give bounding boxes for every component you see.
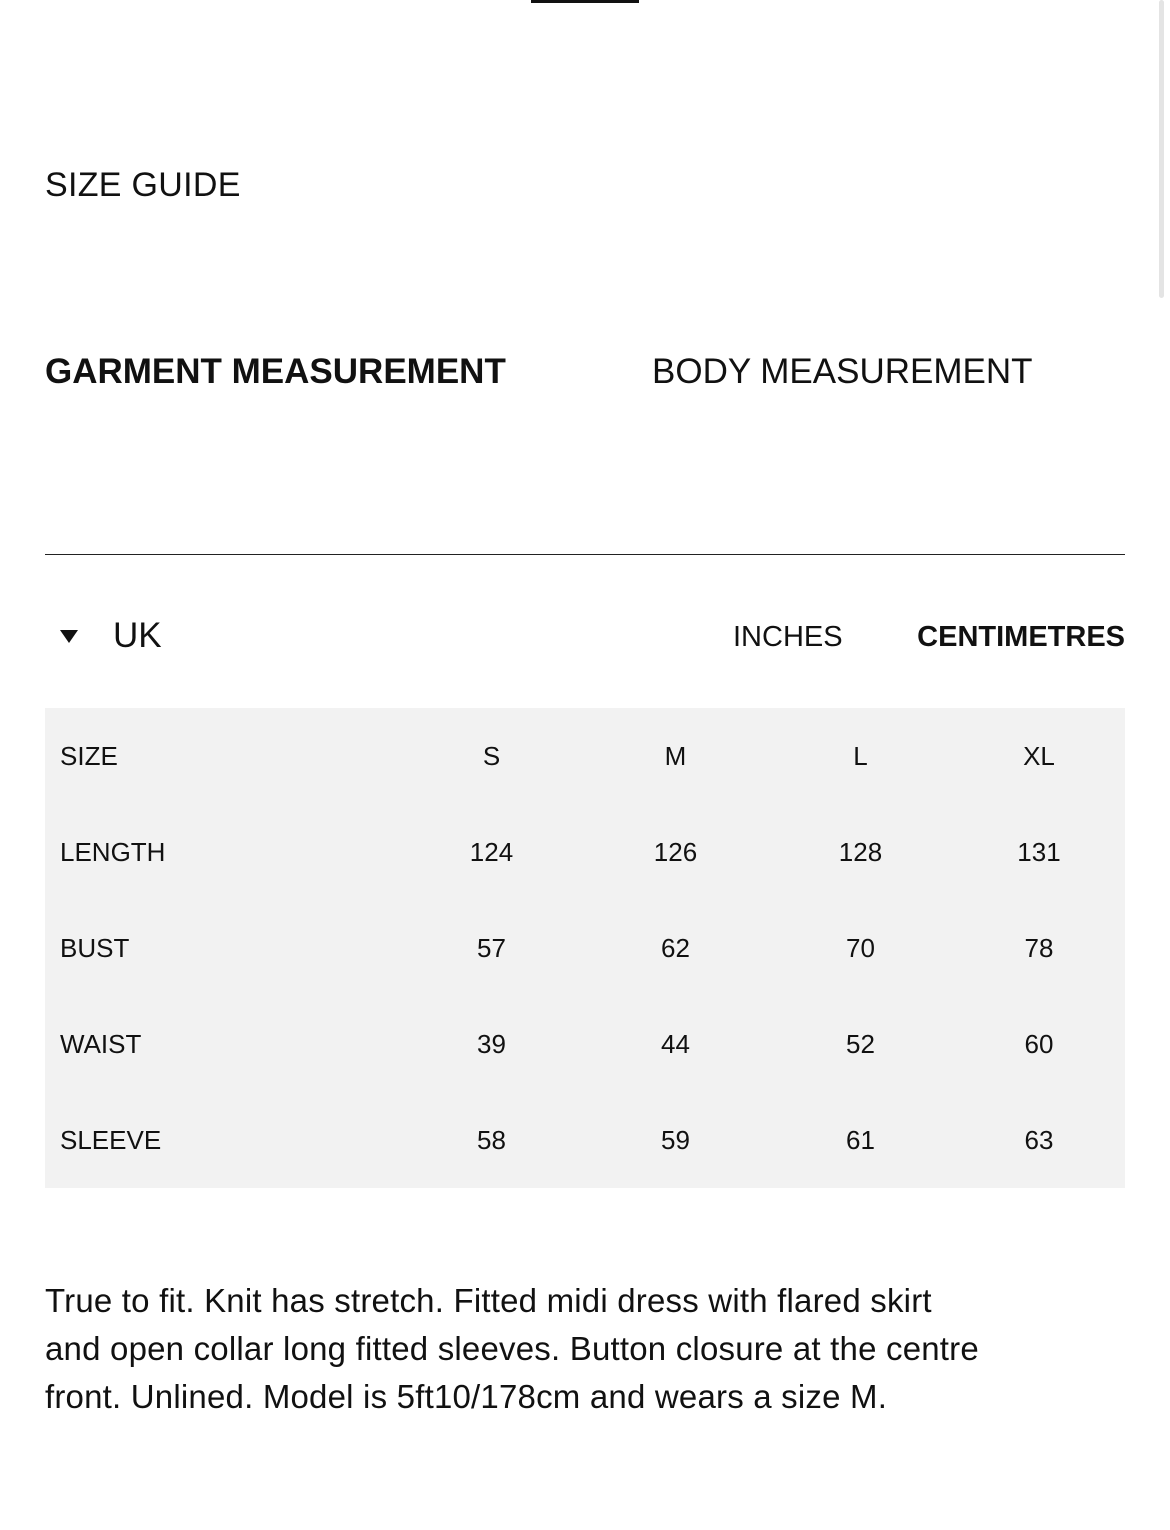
table-cell: 78 (1024, 932, 1054, 963)
table-cell: 52 (846, 1028, 875, 1059)
row-label: BUST (60, 932, 130, 963)
tab-garment-measurement[interactable]: GARMENT MEASUREMENT (45, 352, 506, 391)
scrollbar[interactable] (1159, 0, 1164, 298)
table-cell: 44 (661, 1028, 690, 1059)
page-title: SIZE GUIDE (45, 166, 241, 204)
measurement-tabs (45, 350, 1125, 394)
table-cell: 57 (477, 932, 506, 963)
table-cell: 60 (1024, 1028, 1054, 1059)
caret-down-icon (60, 630, 78, 643)
drag-handle-indicator (531, 0, 639, 3)
size-table (45, 708, 1125, 1188)
table-cell: 59 (661, 1124, 690, 1155)
table-header-row (45, 708, 1125, 804)
unit-toggle-centimetres[interactable]: CENTIMETRES (917, 621, 1125, 653)
table-cell: 124 (469, 836, 514, 867)
table-cell: 39 (477, 1028, 506, 1059)
row-label: SLEEVE (60, 1124, 162, 1155)
region-selector[interactable] (45, 612, 162, 660)
table-cell: 126 (653, 836, 698, 867)
table-row (45, 1092, 1125, 1188)
tab-body-measurement[interactable]: BODY MEASUREMENT (652, 352, 1033, 391)
header-cell: M (664, 740, 687, 771)
table-cell: 128 (838, 836, 883, 867)
product-fit-description: True to fit. Knit has stretch. Fitted midi dress with flared skirt and open collar long fitted sleeves. Button closure at the centre front. Unlined. Model is 5ft10/178cm and wears a size M. (45, 1282, 979, 1415)
table-cell: 63 (1024, 1124, 1054, 1155)
row-label: WAIST (60, 1028, 142, 1059)
table-row (45, 900, 1125, 996)
table-cell: 61 (846, 1124, 875, 1155)
row-label: LENGTH (60, 836, 166, 867)
header-cell: XL (1023, 740, 1055, 771)
region-label: UK (113, 616, 162, 655)
table-cell: 58 (477, 1124, 506, 1155)
header-cell: SIZE (60, 740, 118, 771)
table-cell: 62 (661, 932, 690, 963)
table-cell: 131 (1017, 836, 1061, 867)
table-cell: 70 (846, 932, 875, 963)
unit-toggle-inches[interactable]: INCHES (733, 621, 843, 653)
table-row (45, 996, 1125, 1092)
header-cell: L (853, 740, 868, 771)
header-cell: S (482, 740, 501, 771)
table-row (45, 804, 1125, 900)
divider (45, 554, 1125, 555)
